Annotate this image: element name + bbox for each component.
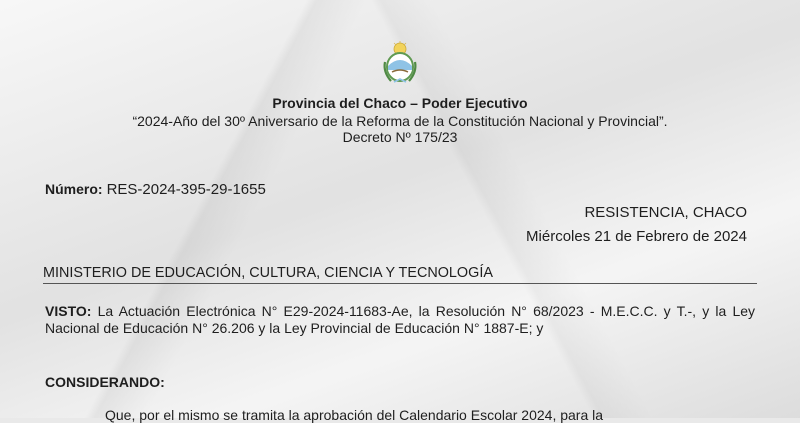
date-line: Miércoles 21 de Febrero de 2024 (526, 228, 747, 245)
page-title: Provincia del Chaco – Poder Ejecutivo (272, 95, 528, 111)
considerando-first-line: Que, por el mismo se tramita la aprobación del Calendario Escolar 2024, para la (105, 407, 604, 423)
visto-paragraph (45, 303, 755, 336)
ministry-heading: MINISTERIO DE EDUCACIÓN, CULTURA, CIENCIA Y TECNOLOGÍA (43, 265, 757, 284)
provincial-seal-icon (379, 40, 421, 84)
considerando-heading: CONSIDERANDO: (45, 374, 165, 390)
year-motto: “2024-Año del 30º Aniversario de la Reforma de la Constitución Nacional y Provincial”. (132, 113, 668, 129)
document-number-value: RES-2024-395-29-1655 (106, 181, 266, 198)
visto-label: VISTO: (45, 303, 92, 319)
decree-number: Decreto Nº 175/23 (342, 129, 458, 145)
visto-text: La Actuación Electrónica N° E29-2024-11683-Ae, la Resolución N° 68/2023 - M.E.C.C. y T.-, y la Ley Nacional de Educación N° 26.206 y la Ley Provincial de Educación N° 1887-E; y (45, 303, 756, 336)
document-number-label: Número: (45, 181, 103, 197)
city-line: RESISTENCIA, CHACO (584, 204, 747, 221)
document-number-row (45, 181, 266, 198)
